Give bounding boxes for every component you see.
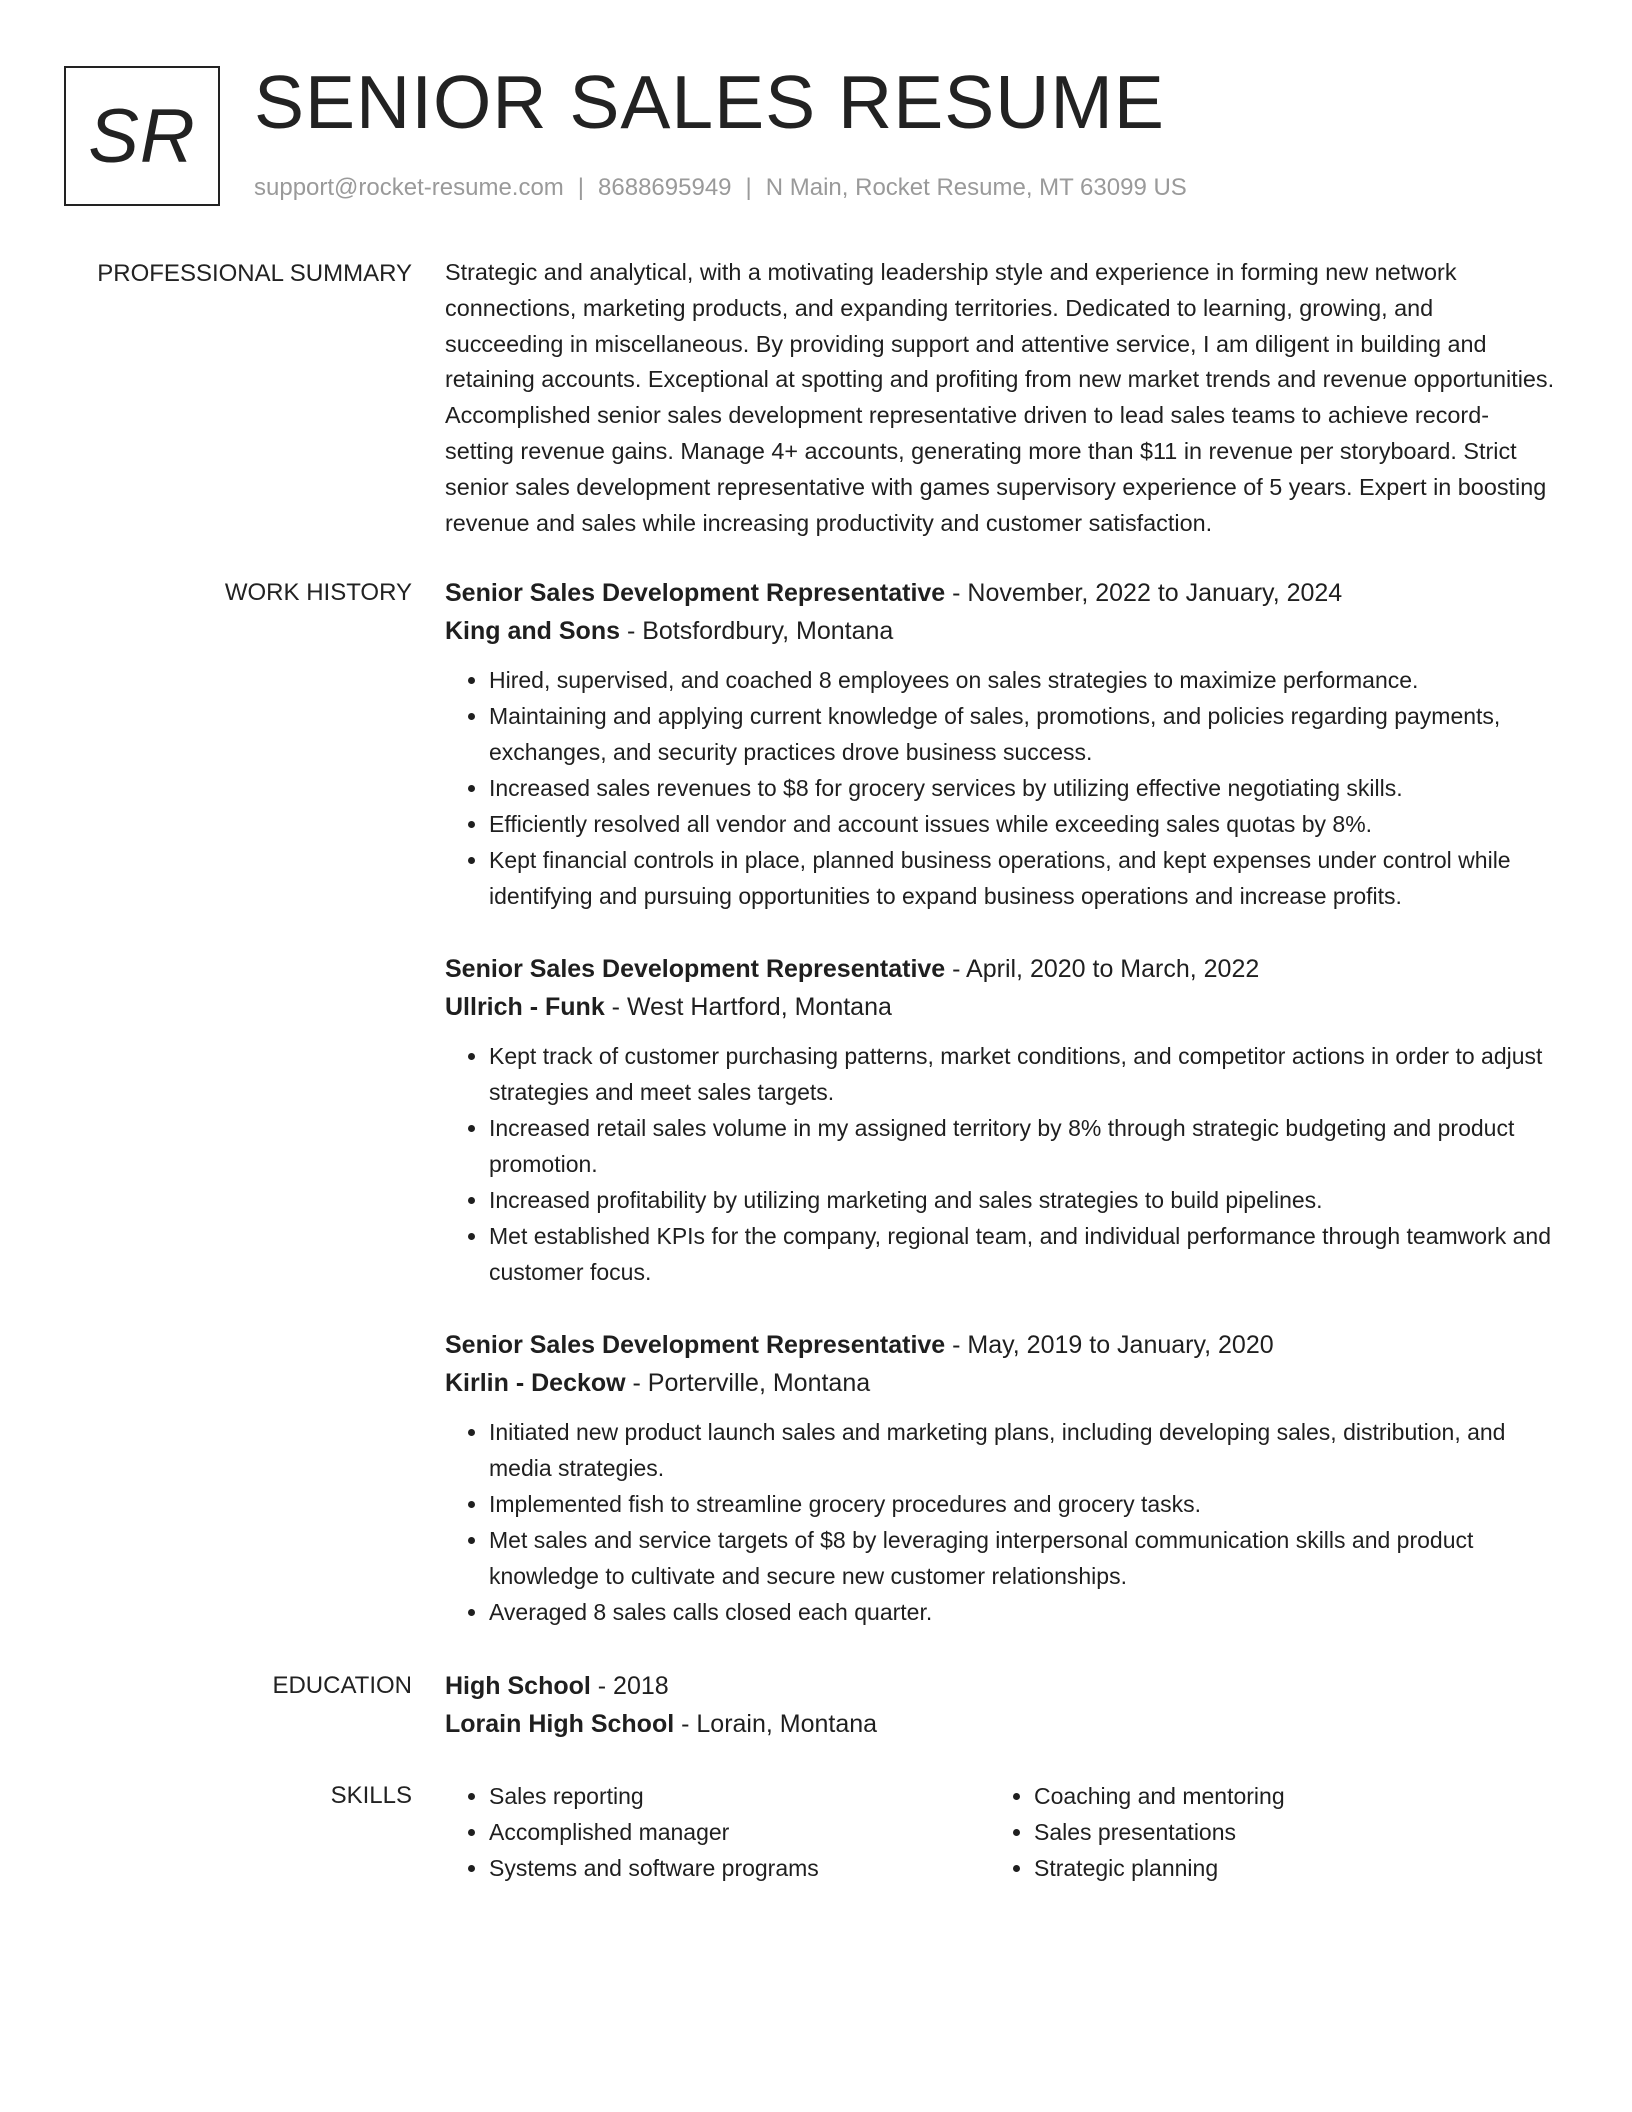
job-bullet: • Met sales and service targets of $8 by leveraging interpersonal communication skills and product knowledge to cultivate and secure new customer relationships. xyxy=(489,1522,1557,1594)
job-title: Senior Sales Development Representative xyxy=(445,579,946,607)
skill-item: • Systems and software programs xyxy=(489,1850,989,1886)
skill-item: • Accomplished manager xyxy=(489,1814,989,1850)
job-bullet: • Increased retail sales volume in my assigned territory by 8% through strategic budgeting and product promotion. xyxy=(489,1110,1557,1182)
job-title-line xyxy=(445,1326,1557,1364)
job-company-line xyxy=(445,1364,1557,1402)
job-company: Kirlin - Deckow xyxy=(445,1369,626,1397)
work-history-label: WORK HISTORY xyxy=(224,579,412,606)
contact-separator: | xyxy=(745,174,752,201)
job-bullets xyxy=(445,662,1557,914)
education-school: Lorain High School xyxy=(445,1710,675,1738)
summary-text: Strategic and analytical, with a motivating leadership style and experience in forming new network connections, marketing products, and expanding territories. Dedicated to learning, growing, and succeeding in miscellaneous. By providing support and attentive service, I am diligent in building and retaining accounts. Exceptional at spotting and profiting from new market trends and revenue opportunities. Accomplished senior sales development representative driven to lead sales teams to achieve record-setting revenue gains. Manage 4+ accounts, generating more than $11 in revenue per storyboard. Strict senior sales development representative with games supervisory experience of 5 years. Expert in boosting revenue and sales while increasing productivity and customer satisfaction. xyxy=(445,259,1555,536)
contact-line xyxy=(254,174,1187,202)
job-title: Senior Sales Development Representative xyxy=(445,955,946,983)
education-school-line xyxy=(445,1705,1557,1743)
monogram-box xyxy=(64,66,220,206)
skill-item: • Sales reporting xyxy=(489,1778,989,1814)
education-label: EDUCATION xyxy=(272,1672,412,1699)
education-location: - Lorain, Montana xyxy=(674,1710,878,1738)
job-bullet: • Implemented fish to streamline grocery procedures and grocery tasks. xyxy=(489,1486,1557,1522)
job-bullet: • Met established KPIs for the company, regional team, and individual performance through teamwork and customer focus. xyxy=(489,1218,1557,1290)
job-bullet: • Kept financial controls in place, planned business operations, and kept expenses under control while identifying and pursuing opportunities to expand business operations and increase profits. xyxy=(489,842,1557,914)
job-bullets xyxy=(445,1038,1557,1290)
job-location: - Botsfordbury, Montana xyxy=(620,617,894,645)
job-entry xyxy=(445,950,1557,1290)
contact-phone[interactable]: 8688695949 xyxy=(598,174,732,201)
job-bullets xyxy=(445,1414,1557,1630)
job-location: - West Hartford, Montana xyxy=(604,993,892,1021)
job-company: Ullrich - Funk xyxy=(445,993,605,1021)
contact-email[interactable]: support@rocket-resume.com xyxy=(254,174,564,201)
monogram-text: SR xyxy=(88,93,196,179)
job-bullet: • Hired, supervised, and coached 8 employees on sales strategies to maximize performance. xyxy=(489,662,1557,698)
skills-label: SKILLS xyxy=(330,1782,412,1809)
job-bullet: • Maintaining and applying current knowledge of sales, promotions, and policies regarding payments, exchanges, and security practices drove business success. xyxy=(489,698,1557,770)
job-company: King and Sons xyxy=(445,617,620,645)
skills-list-right xyxy=(989,1778,1534,1886)
skills-list-left xyxy=(445,1778,989,1886)
job-title-line xyxy=(445,950,1557,988)
job-bullet: • Initiated new product launch sales and marketing plans, including developing sales, distribution, and media strategies. xyxy=(489,1414,1557,1486)
job-company-line xyxy=(445,612,1557,650)
job-bullet: • Efficiently resolved all vendor and account issues while exceeding sales quotas by 8%. xyxy=(489,806,1557,842)
job-dates: - November, 2022 to January, 2024 xyxy=(945,579,1343,607)
work-history-list xyxy=(445,574,1557,1666)
skills-columns xyxy=(445,1778,1557,1886)
job-title: Senior Sales Development Representative xyxy=(445,1331,946,1359)
job-location: - Porterville, Montana xyxy=(625,1369,871,1397)
job-bullet: • Averaged 8 sales calls closed each quarter. xyxy=(489,1594,1557,1630)
education-entry xyxy=(445,1667,1557,1743)
skill-item: • Strategic planning xyxy=(1034,1850,1534,1886)
job-bullet: • Kept track of customer purchasing patterns, market conditions, and competitor actions in order to adjust strategies and meet sales targets. xyxy=(489,1038,1557,1110)
resume-title: SENIOR SALES RESUME xyxy=(254,60,1165,144)
job-bullet: • Increased sales revenues to $8 for grocery services by utilizing effective negotiating skills. xyxy=(489,770,1557,806)
job-entry xyxy=(445,574,1557,914)
contact-address: N Main, Rocket Resume, MT 63099 US xyxy=(765,174,1187,201)
job-title-line xyxy=(445,574,1557,612)
skill-item: • Sales presentations xyxy=(1034,1814,1534,1850)
summary-label: PROFESSIONAL SUMMARY xyxy=(97,260,412,287)
education-degree-line xyxy=(445,1667,1557,1705)
job-dates: - May, 2019 to January, 2020 xyxy=(945,1331,1274,1359)
contact-separator: | xyxy=(577,174,585,201)
job-bullet: • Increased profitability by utilizing marketing and sales strategies to build pipelines. xyxy=(489,1182,1557,1218)
job-entry xyxy=(445,1326,1557,1630)
education-degree: High School xyxy=(445,1672,591,1700)
education-year: - 2018 xyxy=(590,1672,669,1700)
job-dates: - April, 2020 to March, 2022 xyxy=(945,955,1260,983)
job-company-line xyxy=(445,988,1557,1026)
skill-item: • Coaching and mentoring xyxy=(1034,1778,1534,1814)
